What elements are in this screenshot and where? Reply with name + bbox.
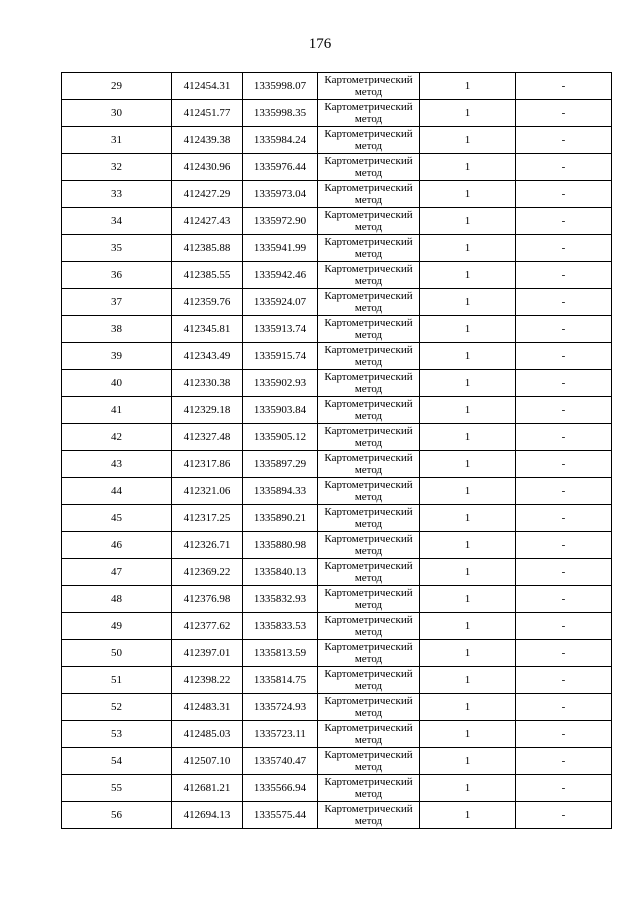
table-row [62, 613, 612, 640]
method-cell: Картометрический метод [318, 262, 420, 289]
table-row [62, 775, 612, 802]
table-row [62, 586, 612, 613]
y-coordinate-cell: 1335976.44 [243, 154, 318, 181]
page-number: 176 [308, 36, 332, 52]
x-coordinate-cell: 412451.77 [172, 100, 243, 127]
x-coordinate-cell: 412329.18 [172, 397, 243, 424]
x-coordinate-cell: 412321.06 [172, 478, 243, 505]
point-number-cell: 44 [62, 478, 172, 505]
point-number-cell: 47 [62, 559, 172, 586]
accuracy-cell: 1 [420, 586, 516, 613]
y-coordinate-cell: 1335833.53 [243, 613, 318, 640]
method-cell: Картометрический метод [318, 748, 420, 775]
note-cell: - [516, 667, 612, 694]
point-number-cell: 39 [62, 343, 172, 370]
method-cell: Картометрический метод [318, 667, 420, 694]
method-cell: Картометрический метод [318, 640, 420, 667]
note-cell: - [516, 208, 612, 235]
table-row [62, 127, 612, 154]
coordinates-table [61, 72, 612, 829]
point-number-cell: 46 [62, 532, 172, 559]
point-number-cell: 34 [62, 208, 172, 235]
note-cell: - [516, 532, 612, 559]
method-cell: Картометрический метод [318, 802, 420, 829]
y-coordinate-cell: 1335832.93 [243, 586, 318, 613]
accuracy-cell: 1 [420, 181, 516, 208]
method-cell: Картометрический метод [318, 289, 420, 316]
x-coordinate-cell: 412317.25 [172, 505, 243, 532]
x-coordinate-cell: 412326.71 [172, 532, 243, 559]
method-cell: Картометрический метод [318, 721, 420, 748]
accuracy-cell: 1 [420, 748, 516, 775]
accuracy-cell: 1 [420, 505, 516, 532]
method-cell: Картометрический метод [318, 154, 420, 181]
accuracy-cell: 1 [420, 613, 516, 640]
note-cell: - [516, 721, 612, 748]
method-cell: Картометрический метод [318, 532, 420, 559]
table-row [62, 370, 612, 397]
note-cell: - [516, 235, 612, 262]
point-number-cell: 56 [62, 802, 172, 829]
accuracy-cell: 1 [420, 127, 516, 154]
note-cell: - [516, 748, 612, 775]
accuracy-cell: 1 [420, 343, 516, 370]
note-cell: - [516, 559, 612, 586]
method-cell: Картометрический метод [318, 316, 420, 343]
note-cell: - [516, 262, 612, 289]
method-cell: Картометрический метод [318, 451, 420, 478]
point-number-cell: 51 [62, 667, 172, 694]
y-coordinate-cell: 1335890.21 [243, 505, 318, 532]
table-row [62, 73, 612, 100]
point-number-cell: 38 [62, 316, 172, 343]
point-number-cell: 32 [62, 154, 172, 181]
accuracy-cell: 1 [420, 451, 516, 478]
y-coordinate-cell: 1335894.33 [243, 478, 318, 505]
y-coordinate-cell: 1335905.12 [243, 424, 318, 451]
point-number-cell: 40 [62, 370, 172, 397]
point-number-cell: 48 [62, 586, 172, 613]
method-cell: Картометрический метод [318, 235, 420, 262]
table-row [62, 478, 612, 505]
note-cell: - [516, 640, 612, 667]
accuracy-cell: 1 [420, 397, 516, 424]
x-coordinate-cell: 412681.21 [172, 775, 243, 802]
note-cell: - [516, 775, 612, 802]
table-row [62, 559, 612, 586]
note-cell: - [516, 586, 612, 613]
point-number-cell: 31 [62, 127, 172, 154]
x-coordinate-cell: 412359.76 [172, 289, 243, 316]
accuracy-cell: 1 [420, 370, 516, 397]
method-cell: Картометрический метод [318, 343, 420, 370]
accuracy-cell: 1 [420, 721, 516, 748]
note-cell: - [516, 505, 612, 532]
method-cell: Картометрический метод [318, 208, 420, 235]
y-coordinate-cell: 1335941.99 [243, 235, 318, 262]
accuracy-cell: 1 [420, 73, 516, 100]
accuracy-cell: 1 [420, 289, 516, 316]
y-coordinate-cell: 1335897.29 [243, 451, 318, 478]
accuracy-cell: 1 [420, 235, 516, 262]
table-row [62, 208, 612, 235]
accuracy-cell: 1 [420, 640, 516, 667]
point-number-cell: 45 [62, 505, 172, 532]
method-cell: Картометрический метод [318, 73, 420, 100]
accuracy-cell: 1 [420, 559, 516, 586]
table-row [62, 424, 612, 451]
note-cell: - [516, 181, 612, 208]
note-cell: - [516, 127, 612, 154]
y-coordinate-cell: 1335915.74 [243, 343, 318, 370]
point-number-cell: 35 [62, 235, 172, 262]
table-row [62, 100, 612, 127]
note-cell: - [516, 424, 612, 451]
y-coordinate-cell: 1335973.04 [243, 181, 318, 208]
note-cell: - [516, 316, 612, 343]
point-number-cell: 37 [62, 289, 172, 316]
note-cell: - [516, 100, 612, 127]
x-coordinate-cell: 412377.62 [172, 613, 243, 640]
table-row [62, 802, 612, 829]
accuracy-cell: 1 [420, 532, 516, 559]
x-coordinate-cell: 412507.10 [172, 748, 243, 775]
point-number-cell: 52 [62, 694, 172, 721]
method-cell: Картометрический метод [318, 775, 420, 802]
point-number-cell: 50 [62, 640, 172, 667]
x-coordinate-cell: 412330.38 [172, 370, 243, 397]
method-cell: Картометрический метод [318, 424, 420, 451]
note-cell: - [516, 73, 612, 100]
table-row [62, 154, 612, 181]
accuracy-cell: 1 [420, 262, 516, 289]
y-coordinate-cell: 1335913.74 [243, 316, 318, 343]
y-coordinate-cell: 1335840.13 [243, 559, 318, 586]
point-number-cell: 41 [62, 397, 172, 424]
y-coordinate-cell: 1335575.44 [243, 802, 318, 829]
method-cell: Картометрический метод [318, 370, 420, 397]
y-coordinate-cell: 1335723.11 [243, 721, 318, 748]
method-cell: Картометрический метод [318, 694, 420, 721]
table-row [62, 640, 612, 667]
x-coordinate-cell: 412454.31 [172, 73, 243, 100]
table-row [62, 667, 612, 694]
point-number-cell: 42 [62, 424, 172, 451]
x-coordinate-cell: 412345.81 [172, 316, 243, 343]
note-cell: - [516, 343, 612, 370]
note-cell: - [516, 802, 612, 829]
table-row [62, 451, 612, 478]
accuracy-cell: 1 [420, 316, 516, 343]
note-cell: - [516, 397, 612, 424]
x-coordinate-cell: 412369.22 [172, 559, 243, 586]
method-cell: Картометрический метод [318, 559, 420, 586]
x-coordinate-cell: 412385.88 [172, 235, 243, 262]
point-number-cell: 36 [62, 262, 172, 289]
point-number-cell: 53 [62, 721, 172, 748]
y-coordinate-cell: 1335813.59 [243, 640, 318, 667]
x-coordinate-cell: 412485.03 [172, 721, 243, 748]
method-cell: Картометрический метод [318, 397, 420, 424]
accuracy-cell: 1 [420, 424, 516, 451]
y-coordinate-cell: 1335903.84 [243, 397, 318, 424]
x-coordinate-cell: 412397.01 [172, 640, 243, 667]
y-coordinate-cell: 1335814.75 [243, 667, 318, 694]
note-cell: - [516, 478, 612, 505]
x-coordinate-cell: 412376.98 [172, 586, 243, 613]
method-cell: Картометрический метод [318, 100, 420, 127]
y-coordinate-cell: 1335566.94 [243, 775, 318, 802]
table-row [62, 181, 612, 208]
x-coordinate-cell: 412694.13 [172, 802, 243, 829]
note-cell: - [516, 289, 612, 316]
accuracy-cell: 1 [420, 667, 516, 694]
method-cell: Картометрический метод [318, 181, 420, 208]
method-cell: Картометрический метод [318, 505, 420, 532]
table-row [62, 262, 612, 289]
x-coordinate-cell: 412483.31 [172, 694, 243, 721]
point-number-cell: 43 [62, 451, 172, 478]
accuracy-cell: 1 [420, 775, 516, 802]
y-coordinate-cell: 1335880.98 [243, 532, 318, 559]
x-coordinate-cell: 412398.22 [172, 667, 243, 694]
x-coordinate-cell: 412317.86 [172, 451, 243, 478]
table-row [62, 532, 612, 559]
table-row [62, 235, 612, 262]
method-cell: Картометрический метод [318, 586, 420, 613]
x-coordinate-cell: 412427.43 [172, 208, 243, 235]
table-row [62, 397, 612, 424]
point-number-cell: 54 [62, 748, 172, 775]
y-coordinate-cell: 1335984.24 [243, 127, 318, 154]
y-coordinate-cell: 1335998.07 [243, 73, 318, 100]
x-coordinate-cell: 412385.55 [172, 262, 243, 289]
accuracy-cell: 1 [420, 802, 516, 829]
x-coordinate-cell: 412343.49 [172, 343, 243, 370]
accuracy-cell: 1 [420, 694, 516, 721]
coordinates-table-body [62, 73, 612, 829]
table-row [62, 343, 612, 370]
point-number-cell: 30 [62, 100, 172, 127]
note-cell: - [516, 451, 612, 478]
note-cell: - [516, 613, 612, 640]
point-number-cell: 33 [62, 181, 172, 208]
accuracy-cell: 1 [420, 154, 516, 181]
y-coordinate-cell: 1335924.07 [243, 289, 318, 316]
note-cell: - [516, 694, 612, 721]
x-coordinate-cell: 412427.29 [172, 181, 243, 208]
point-number-cell: 55 [62, 775, 172, 802]
accuracy-cell: 1 [420, 208, 516, 235]
point-number-cell: 49 [62, 613, 172, 640]
y-coordinate-cell: 1335998.35 [243, 100, 318, 127]
x-coordinate-cell: 412327.48 [172, 424, 243, 451]
note-cell: - [516, 370, 612, 397]
table-row [62, 289, 612, 316]
y-coordinate-cell: 1335942.46 [243, 262, 318, 289]
point-number-cell: 29 [62, 73, 172, 100]
accuracy-cell: 1 [420, 478, 516, 505]
y-coordinate-cell: 1335724.93 [243, 694, 318, 721]
y-coordinate-cell: 1335972.90 [243, 208, 318, 235]
table-row [62, 316, 612, 343]
note-cell: - [516, 154, 612, 181]
method-cell: Картометрический метод [318, 127, 420, 154]
y-coordinate-cell: 1335902.93 [243, 370, 318, 397]
table-row [62, 694, 612, 721]
x-coordinate-cell: 412430.96 [172, 154, 243, 181]
method-cell: Картометрический метод [318, 478, 420, 505]
table-row [62, 748, 612, 775]
table-row [62, 721, 612, 748]
y-coordinate-cell: 1335740.47 [243, 748, 318, 775]
method-cell: Картометрический метод [318, 613, 420, 640]
table-row [62, 505, 612, 532]
accuracy-cell: 1 [420, 100, 516, 127]
x-coordinate-cell: 412439.38 [172, 127, 243, 154]
